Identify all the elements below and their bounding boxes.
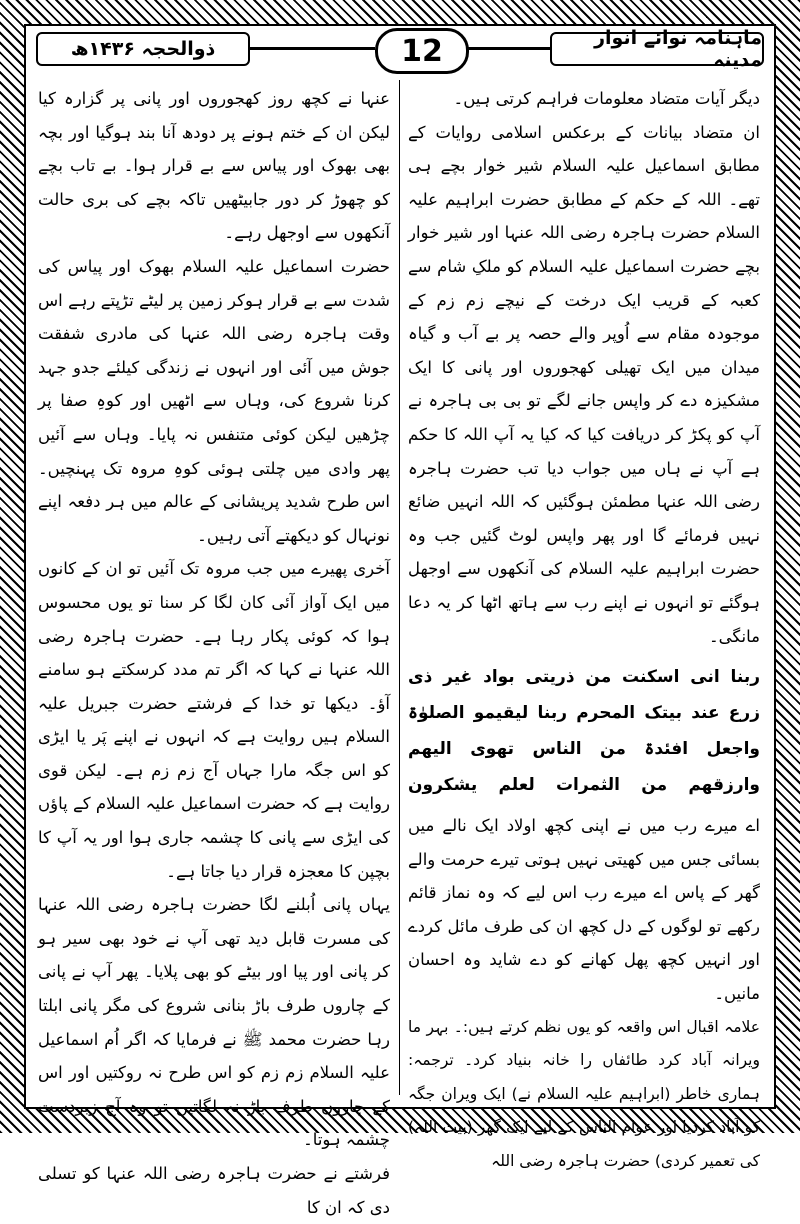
paragraph: دیگر آیات متضاد معلومات فراہم کرتی ہیں۔ (453, 89, 760, 108)
paragraph: یہاں پانی اُبلنے لگا حضرت ہاجرہ رضی اللہ عنہا کی مسرت قابل دید تھی آپ نے خود بھی سیر ہو کر پانی اور پیا اور بیٹے کو بھی پلایا۔ پھر آپ نے پانی کے چاروں طرف باڑ بنانی شروع کی مگر پانی ابلتا رہا حضرت محمد ﷺ نے فرمایا کہ اگر اُم اسماعیل علیہ السلام زم زم کو اس طرح نہ روکتیں اور اس کے چاروں طرف باڑ نہ لگاتیں تو وہ آج زبردست چشمہ ہوتا۔ (38, 895, 390, 1150)
verse-translation: اے میرے رب میں نے اپنی کچھ اولاد ایک نالے میں بسائی جس میں کھیتی نہیں ہوتی تیرے حرمت والے گھر کے پاس اے میرے رب اس لیے کہ وہ نماز قائم رکھے تو لوگوں کے دل کچھ ان کی طرف مائل کردے اور انہیں کچھ پھل کھانے کو دے شاید وہ احسان مانیں۔ (408, 816, 760, 1004)
page-header (28, 27, 772, 71)
paragraph: عنہا نے کچھ روز کھجوروں اور پانی پر گزارہ کیا لیکن ان کے ختم ہونے پر دودھ آنا بند ہوگیا اور بچہ بھی بھوک اور پیاس سے بے قرار ہوا۔ بے تاب بچے کو چھوڑ کر دور جابیٹھیں تاکہ بچے کی بری حالت آنکھوں سے اوجھل رہے۔ (38, 89, 390, 243)
paragraph: علامہ اقبال اس واقعہ کو یوں نظم کرتے ہیں:۔ بہر ما ویرانہ آباد کرد طائفاں را خانہ بنیاد کرد۔ ترجمہ: ہماری خاطر (ابراہیم علیہ السلام نے) ایک ویران جگہ کو آباد کردیا اور عوام الناس کے لیے ایک گھر (بیت اللہ) کی تعمیر کردی) حضرت ہاجرہ رضی اللہ (408, 1017, 760, 1171)
paragraph: حضرت اسماعیل علیہ السلام بھوک اور پیاس کی شدت سے بے قرار ہوکر زمین پر لیٹے تڑپتے رہے اس وقت ہاجرہ رضی اللہ عنہا کی مادری شفقت جوش میں آئی اور انہوں نے زندگی کیلئے جدو جہد کرنا شروع کی، وہاں سے اٹھیں اور کوہِ صفا پر چڑھیں لیکن کوئی متنفس نہ پایا۔ وہاں سے آئیں پھر وادی میں چلتی ہوئی کوہِ مروہ تک پہنچیں۔ اس طرح شدید پریشانی کے عالم میں ہر دفعہ اپنے نونہال کو دیکھتے آتی رہیں۔ (38, 256, 390, 545)
left-column (38, 82, 390, 1217)
magazine-title: ماہنامہ نوائے انوار مدینہ (550, 32, 764, 66)
right-column (408, 82, 760, 1171)
page-number: 12 (375, 28, 469, 74)
paragraph: فرشتے نے حضرت ہاجرہ رضی اللہ عنہا کو تسلی دی کہ ان کا (38, 1164, 390, 1217)
issue-month-year: ذوالحجہ ۱۴۳۶ھ (36, 32, 250, 66)
quranic-verse: ربنا انی اسکنت من ذریتی بواد غیر ذی زرع عند بیتک المحرم ربنا لیقیمو الصلوٰۃ واجعل افئدۃ من الناس تھوی الیھم وارزقھم من الثمرات لعلم یشکرون (408, 667, 760, 796)
paragraph: آخری پھیرے میں جب مروہ تک آئیں تو ان کے کانوں میں ایک آواز آئی کان لگا کر سنا تو یوں محسوس ہوا کہ کوئی پکار رہا ہے۔ حضرت ہاجرہ رضی اللہ عنہا نے کہا کہ اگر تم مدد کرسکتے ہو سامنے آؤ۔ دیکھا تو خدا کے فرشتے حضرت جبریل علیہ السلام ہیں روایت ہے کہ انہوں نے اپنے پَر یا ایڑی کو اس جگہ مارا جہاں آج زم زم ہے۔ لیکن قوی روایت ہے کہ حضرت اسماعیل علیہ السلام کے پاؤں کی ایڑی سے پانی کا چشمہ جاری ہوا اور یہ آپ کا بچپن کا معجزہ قرار دیا جاتا ہے۔ (38, 559, 390, 881)
paragraph: ان متضاد بیانات کے برعکس اسلامی روایات کے مطابق اسماعیل علیہ السلام شیر خوار بچے ہی تھے۔ اللہ کے حکم کے مطابق حضرت ابراہیم علیہ السلام حضرت ہاجرہ رضی اللہ عنہا اور شیر خوار بچے حضرت اسماعیل علیہ السلام کو ملکِ شام سے کعبہ کے قریب ایک درخت کے نیچے زم زم کے موجودہ مقام سے اُوپر والے حصہ پر بے آب و گیاہ میدان میں ایک تھیلی کھجوروں اور پانی کا ایک مشکیزہ دے کر واپس جانے لگے تو بی بی ہاجرہ نے آپ کو پکڑ کر دریافت کیا کہ کیا یہ آپ اللہ کا حکم ہے آپ نے ہاں میں جواب دیا تب حضرت ہاجرہ رضی اللہ عنہا مطمئن ہوگئیں کہ اللہ انہیں ضائع نہیں فرمائے گا اور پھر واپس لوٹ گئیں جب وہ حضرت ابراہیم علیہ السلام کی آنکھوں سے اوجھل ہوگئے تو انہوں نے اپنے رب سے ہاتھ اٹھا کر یہ دعا مانگی۔ (408, 122, 760, 646)
header-rule-left (246, 47, 375, 50)
column-divider (399, 80, 400, 1095)
